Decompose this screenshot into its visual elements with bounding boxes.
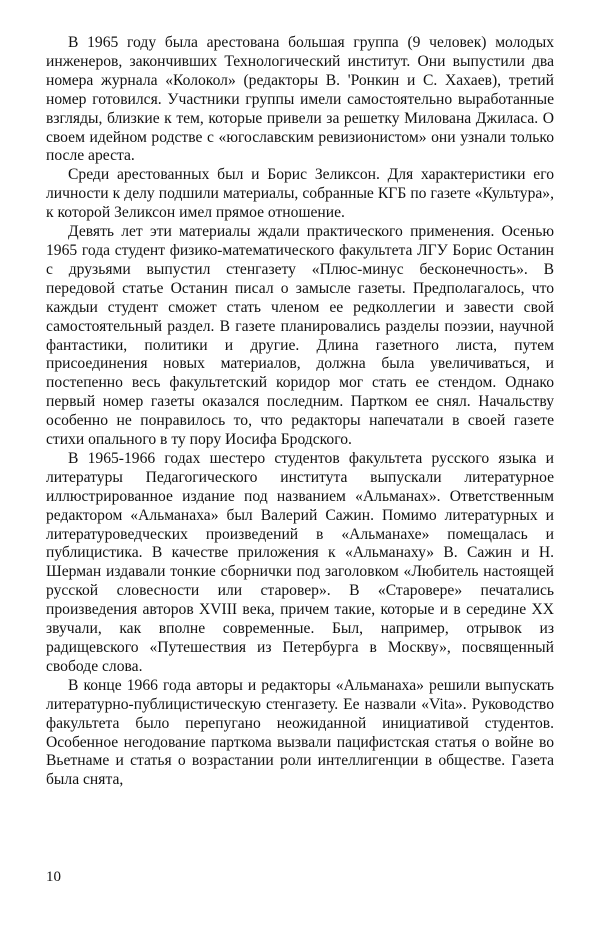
paragraph-vita-newspaper: В конце 1966 года авторы и редакторы «Альманаха» решили выпускать литературно-публицистическую стенгазету. Ее назвали «Vita». Руководство факультета было перепугано неожиданной инициативой студентов. Особенное негодование парткома вызвали пацифистская статья о войне во Вьетнаме и статья о возрастании роли интеллигенции в обществе. Газета была снята, <box>46 676 554 789</box>
paragraph-kolokol-arrest: В 1965 году была арестована большая группа (9 человек) молодых инженеров, закончивших Технологический институт. Они выпустили два номера журнала «Колокол» (редакторы В. 'Ронкин и С. Хахаев), третий номер готовился. Участники группы имели самостоятельно выработанные взгляды, близкие к тем, которые привели за решетку Милована Джиласа. О своем идейном родстве с «югославским ревизионистом» они узнали только после ареста. <box>46 34 554 165</box>
paragraph-almanakh: В 1965-1966 годах шестеро студентов факультета русского языка и литературы Педагогического института выпускали литературное иллюстрированное издание под названием «Альманах». Ответственным редактором «Альманаха» был Валерий Сажин. Помимо литературных и литературоведческих произведений в «Альманахе» помещалась и публицистика. В качестве приложения к «Альманаху» В. Сажин и Н. Шерман издавали тонкие сборнички под заголовком «Любитель настоящей русской словесности или старовер». В «Старовере» печатались произведения авторов XVIII века, причем такие, которые и в середине XX звучали, как вполне современные. Был, например, отрывок из радищевского «Путешествия из Петербурга в Москву», посвященный свободе слова. <box>46 449 554 675</box>
paragraph-plus-minus-newspaper: Девять лет эти материалы ждали практического применения. Осенью 1965 года студент физико-математического факультета ЛГУ Борис Останин с друзьями выпустил стенгазету «Плюс-минус бесконечность». В передовой статье Останин писал о замысле газеты. Предполагалось, что каждыи студент сможет стать членом ее редколлегии и завести свой самостоятельный раздел. В газете планировались разделы поэзии, научной фантастики, политики и другие. Длина газетного листа, путем присоединения новых материалов, должна была увеличиваться, и постепенно весь факультетский коридор мог стать ее стендом. Однако первый номер газеты оказался последним. Партком ее снял. Начальству особенно не понравилось то, что редакторы напечатали в своей газете стихи опального в ту пору Иосифа Бродского. <box>46 223 554 449</box>
page-body <box>46 34 554 790</box>
page-number: 10 <box>46 869 61 885</box>
paragraph-zelikson: Среди арестованных был и Борис Зеликсон. Для характеристики его личности к делу подшили материалы, собранные КГБ по газете «Культура», к которой Зеликсон имел прямое отношение. <box>46 166 554 222</box>
